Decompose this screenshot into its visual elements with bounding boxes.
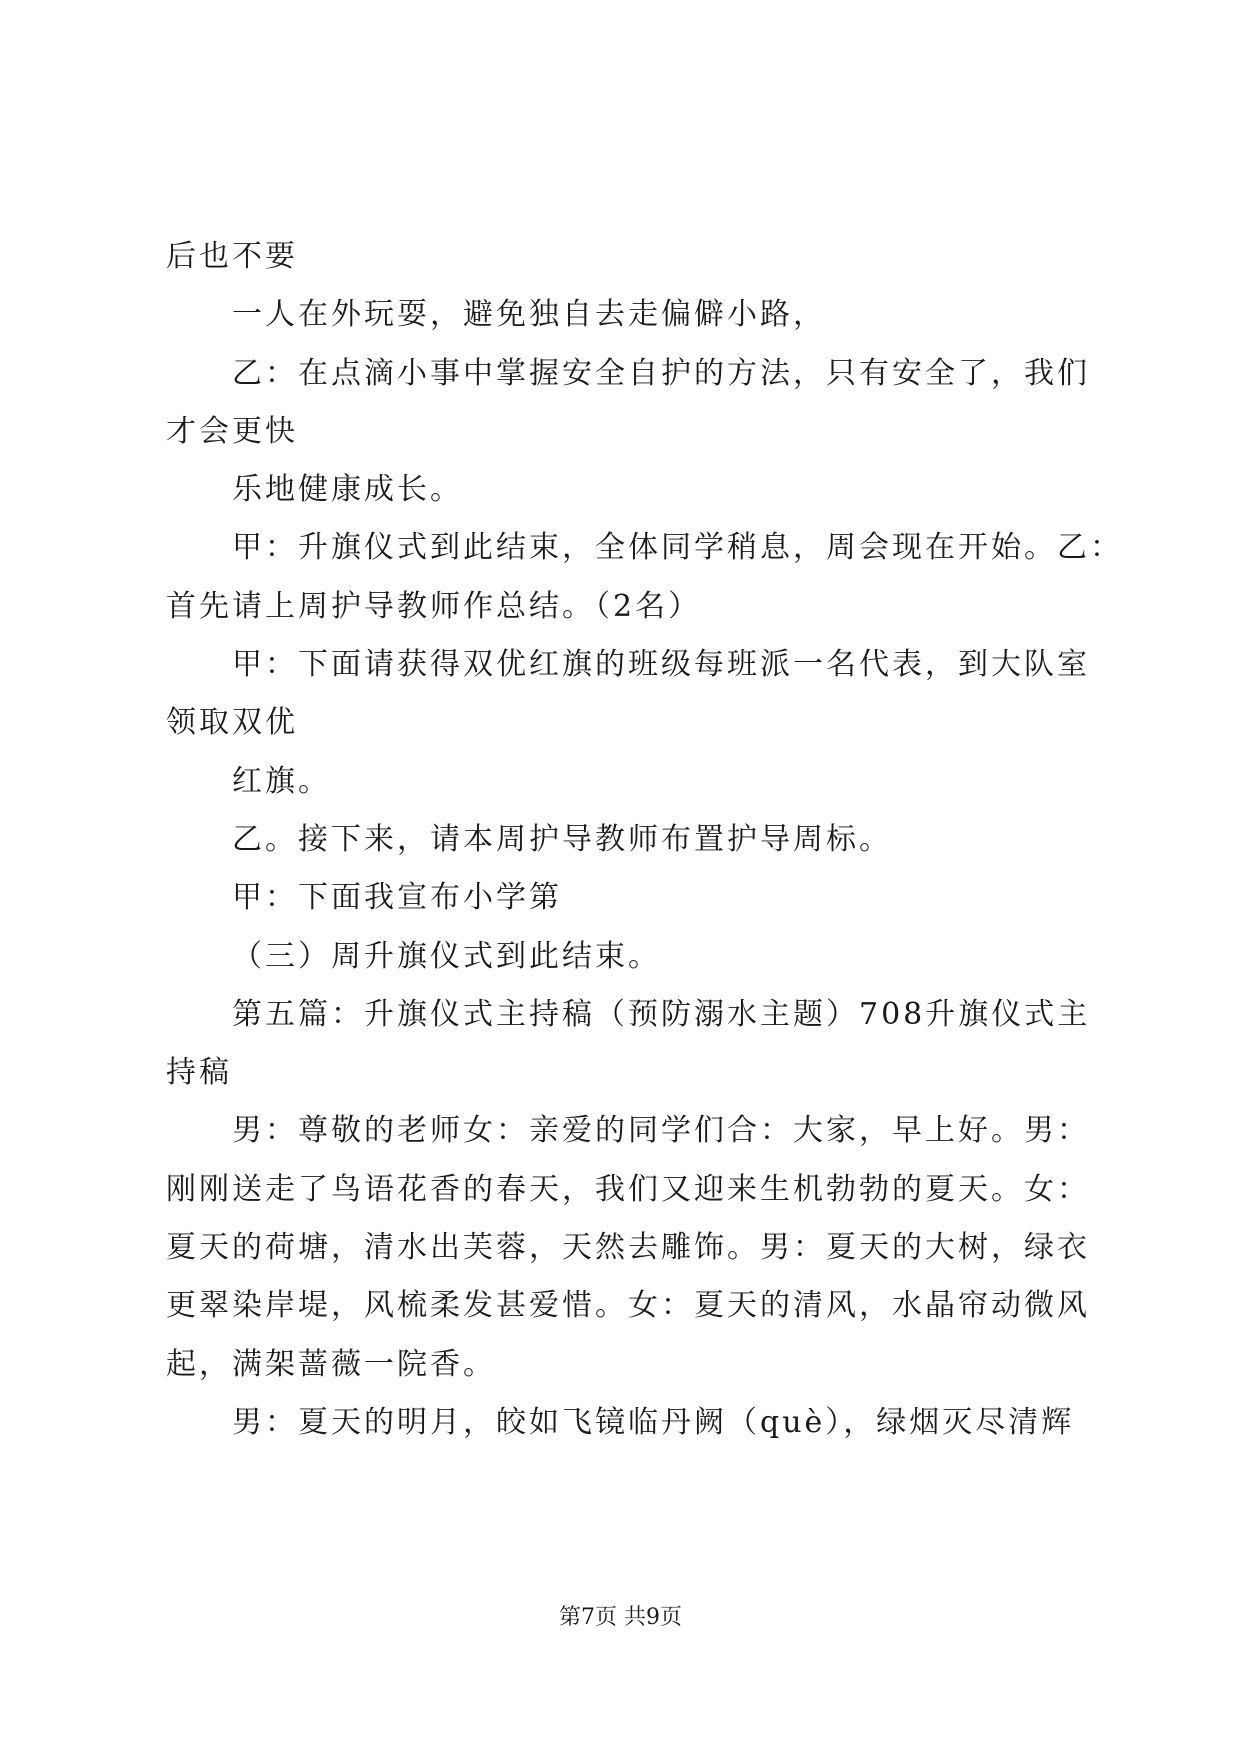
- text-line: 男：尊敬的老师女：亲爱的同学们合：大家，早上好。男：: [232, 1113, 1090, 1149]
- text-line: 持稿: [166, 1055, 232, 1091]
- text-line: 更翠染岸堤，风梳柔发甚爱惜。女：夏天的清风，水晶帘动微风: [166, 1288, 1090, 1324]
- text-line: 乐地健康成长。: [232, 472, 463, 508]
- text-line: 首先请上周护导教师作总结。（2名）: [166, 588, 702, 624]
- text-line: 夏天的荷塘，清水出芙蓉，天然去雕饰。男：夏天的大树，绿衣: [166, 1230, 1090, 1266]
- text-line: 领取双优: [166, 705, 298, 741]
- text-line: （三）周升旗仪式到此结束。: [232, 938, 661, 974]
- text-line: 第五篇：升旗仪式主持稿（预防溺水主题）708升旗仪式主: [232, 996, 1091, 1032]
- text-line: 乙。接下来，请本周护导教师布置护导周标。: [232, 821, 892, 857]
- text-line: 甲：升旗仪式到此结束，全体同学稍息，周会现在开始。乙：: [232, 530, 1123, 566]
- text-line: 才会更快: [166, 413, 298, 449]
- text-line: 甲：下面请获得双优红旗的班级每班派一名代表，到大队室: [232, 647, 1090, 683]
- page-number-footer: 第7页 共9页: [559, 1605, 682, 1630]
- text-line: 红旗。: [232, 763, 331, 799]
- document-body: [166, 228, 1123, 1452]
- text-line: 乙：在点滴小事中掌握安全自护的方法，只有安全了，我们: [232, 355, 1090, 391]
- text-line: 甲：下面我宣布小学第: [232, 880, 562, 916]
- text-line: 后也不要: [166, 239, 298, 274]
- text-line: 一人在外玩耍，避免独自去走偏僻小路，: [232, 297, 826, 333]
- text-line: 起，满架蔷薇一院香。: [166, 1346, 496, 1382]
- text-line: 刚刚送走了鸟语花香的春天，我们又迎来生机勃勃的夏天。女：: [166, 1171, 1090, 1207]
- text-line: 男：夏天的明月，皎如飞镜临丹阙（què），绿烟灭尽清辉: [232, 1404, 1075, 1440]
